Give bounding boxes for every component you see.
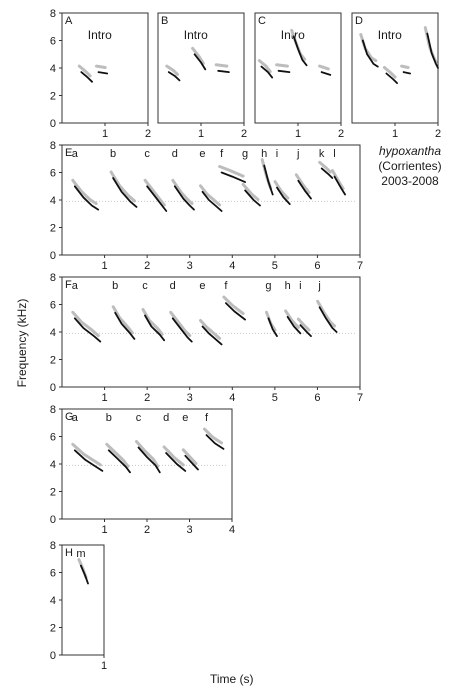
y-axis-label: Frequency (kHz) — [15, 298, 29, 388]
syllable-label: i — [275, 148, 279, 160]
x-tick-label: 7 — [356, 260, 364, 272]
syllable-trace — [279, 71, 290, 72]
x-tick-label: 1 — [101, 128, 109, 140]
y-tick-label: 2 — [49, 486, 56, 499]
x-tick-label: 2 — [144, 128, 152, 140]
x-tick-label: 1 — [101, 260, 108, 272]
y-tick-label: 0 — [49, 382, 56, 394]
syllable-shadow — [113, 307, 132, 333]
y-tick-label: 8 — [49, 140, 56, 152]
panel-frame — [62, 409, 232, 519]
syllable-trace — [218, 71, 229, 72]
x-tick-label: 2 — [337, 128, 345, 140]
y-tick-label: 0 — [49, 250, 56, 262]
y-tick-label: 4 — [49, 595, 56, 607]
x-tick-label: 4 — [229, 260, 236, 272]
x-tick-label: 1 — [101, 524, 108, 536]
syllable-trace — [173, 318, 192, 341]
x-tick-label: 2 — [144, 260, 151, 272]
syllable-shadow — [320, 66, 329, 69]
syllable-label: e — [182, 412, 189, 424]
x-tick-label: 3 — [186, 260, 193, 272]
x-tick-label: 2 — [240, 128, 248, 140]
x-tick-label: 5 — [271, 392, 278, 404]
y-tick-label: 8 — [49, 8, 56, 20]
x-tick-label: 6 — [314, 392, 321, 404]
syllable-trace — [145, 316, 164, 341]
syllable-trace — [322, 72, 331, 75]
y-tick-label: 0 — [49, 650, 56, 662]
syllable-shadow — [73, 444, 101, 465]
y-tick-label: 8 — [49, 404, 56, 416]
syllable-shadow — [277, 65, 288, 66]
y-tick-label: 6 — [49, 567, 56, 580]
syllable-trace — [298, 181, 311, 199]
syllable-label: b — [110, 148, 117, 160]
syllable-shadow — [137, 442, 158, 467]
syllable-label: k — [318, 148, 325, 160]
syllable-trace — [99, 72, 108, 73]
syllable-trace — [147, 186, 166, 211]
y-tick-label: 4 — [49, 327, 56, 339]
x-tick-label: 4 — [228, 524, 236, 536]
x-tick-label: 2 — [434, 128, 442, 140]
x-tick-label: 1 — [101, 392, 108, 404]
syllable-trace — [81, 566, 88, 584]
x-tick-label: 2 — [143, 524, 151, 536]
syllable-shadow — [318, 301, 335, 326]
y-tick-label: 6 — [49, 299, 56, 312]
syllable-shadow — [201, 321, 220, 339]
syllable-trace — [139, 448, 160, 473]
syllable-label: f — [220, 148, 224, 160]
panel-letter: B — [161, 15, 169, 27]
syllable-shadow — [143, 310, 162, 335]
syllable-label: b — [112, 280, 119, 292]
x-tick-label: 1 — [391, 128, 399, 140]
y-tick-label: 2 — [49, 622, 56, 635]
x-tick-label: 2 — [144, 392, 151, 404]
syllable-shadow — [97, 66, 106, 67]
panel-annotation: Intro — [87, 28, 112, 42]
panel-frame — [62, 545, 104, 655]
years-label: 2003-2008 — [381, 174, 439, 188]
y-tick-label: 2 — [49, 354, 56, 367]
y-tick-label: 6 — [49, 35, 56, 48]
panel-letter: D — [355, 15, 363, 27]
syllable-label: e — [199, 280, 206, 292]
syllable-shadow — [402, 66, 409, 67]
panel-letter: C — [258, 15, 266, 27]
panel-g — [50, 404, 235, 536]
syllable-shadow — [164, 447, 183, 465]
syllable-label: h — [261, 148, 268, 160]
syllable-trace — [269, 318, 278, 336]
x-tick-label: 3 — [186, 524, 193, 536]
syllable-label: i — [299, 280, 302, 292]
panel-annotation: Intro — [377, 28, 402, 42]
panel-letter: A — [65, 15, 73, 27]
syllable-label: d — [171, 148, 178, 160]
syllable-shadow — [296, 175, 309, 193]
x-tick-label: 1 — [100, 660, 108, 672]
x-tick-label: 1 — [294, 128, 302, 140]
y-tick-label: 6 — [49, 167, 56, 180]
syllable-label: m — [76, 548, 86, 560]
syllable-trace — [264, 166, 273, 195]
syllable-shadow — [107, 444, 128, 466]
panel-letter: H — [65, 547, 73, 559]
syllable-label: g — [241, 148, 249, 160]
panel-b — [158, 13, 247, 140]
syllable-label: c — [144, 148, 150, 160]
syllable-label: b — [105, 412, 112, 424]
syllable-label: j — [318, 280, 321, 292]
y-tick-label: 8 — [49, 540, 56, 552]
species-note — [352, 144, 468, 189]
x-tick-label: 5 — [271, 260, 278, 272]
x-tick-label: 1 — [197, 128, 205, 140]
syllable-shadow — [73, 180, 96, 203]
y-tick-label: 2 — [49, 222, 56, 235]
syllable-label: l — [333, 148, 336, 160]
panel-a — [50, 8, 151, 140]
syllable-label: d — [163, 412, 170, 424]
syllable-trace — [75, 318, 101, 341]
syllable-shadow — [216, 65, 227, 66]
syllable-label: e — [199, 148, 206, 160]
y-tick-label: 4 — [49, 459, 56, 471]
syllable-shadow — [220, 167, 244, 177]
syllable-shadow — [333, 171, 344, 189]
syllable-shadow — [267, 312, 276, 330]
y-tick-label: 8 — [49, 272, 56, 284]
panel-e — [50, 140, 363, 272]
y-tick-label: 0 — [49, 118, 56, 130]
y-tick-label: 6 — [49, 431, 56, 444]
syllable-label: d — [169, 280, 176, 292]
syllable-shadow — [171, 312, 190, 335]
x-tick-label: 4 — [229, 392, 236, 404]
y-tick-label: 4 — [49, 195, 56, 207]
panel-annotation: Intro — [183, 28, 208, 42]
syllable-trace — [109, 450, 130, 472]
panel-letter: F — [65, 279, 72, 291]
syllable-shadow — [173, 180, 192, 203]
panel-d — [352, 13, 441, 140]
panel-h — [50, 540, 107, 672]
x-tick-label: 6 — [314, 260, 321, 272]
x-tick-label: 3 — [186, 392, 193, 404]
syllable-label: g — [265, 280, 272, 292]
syllable-trace — [75, 450, 103, 471]
panel-frame — [62, 145, 360, 255]
panel-f — [50, 272, 363, 404]
panel-c — [255, 13, 344, 140]
syllable-shadow — [193, 48, 204, 63]
x-axis-label: Time (s) — [210, 672, 254, 686]
locality-label: (Corrientes) — [378, 159, 442, 173]
panel-letter: E — [65, 147, 73, 159]
syllable-label: h — [284, 280, 291, 292]
syllable-label: a — [71, 412, 78, 424]
syllable-trace — [203, 192, 222, 211]
x-tick-label: 7 — [356, 392, 364, 404]
panel-letter: G — [65, 411, 74, 423]
y-tick-label: 2 — [49, 90, 56, 103]
panel-annotation: Intro — [280, 28, 305, 42]
syllable-trace — [335, 177, 346, 195]
syllable-label: f — [204, 412, 209, 424]
syllable-label: a — [71, 148, 78, 160]
syllable-trace — [277, 188, 290, 205]
syllable-label: f — [224, 280, 228, 292]
syllable-shadow — [73, 312, 99, 335]
syllable-trace — [166, 453, 185, 471]
syllable-label: j — [297, 148, 300, 160]
species-name: hypoxantha — [378, 144, 442, 158]
syllable-shadow — [111, 172, 134, 201]
syllable-label: c — [135, 412, 142, 424]
syllable-trace — [203, 327, 222, 345]
y-tick-label: 4 — [49, 63, 56, 75]
syllable-label: a — [71, 280, 78, 292]
syllable-trace — [404, 72, 411, 73]
syllable-shadow — [167, 66, 178, 74]
syllable-label: c — [142, 280, 148, 292]
y-tick-label: 0 — [49, 514, 56, 526]
